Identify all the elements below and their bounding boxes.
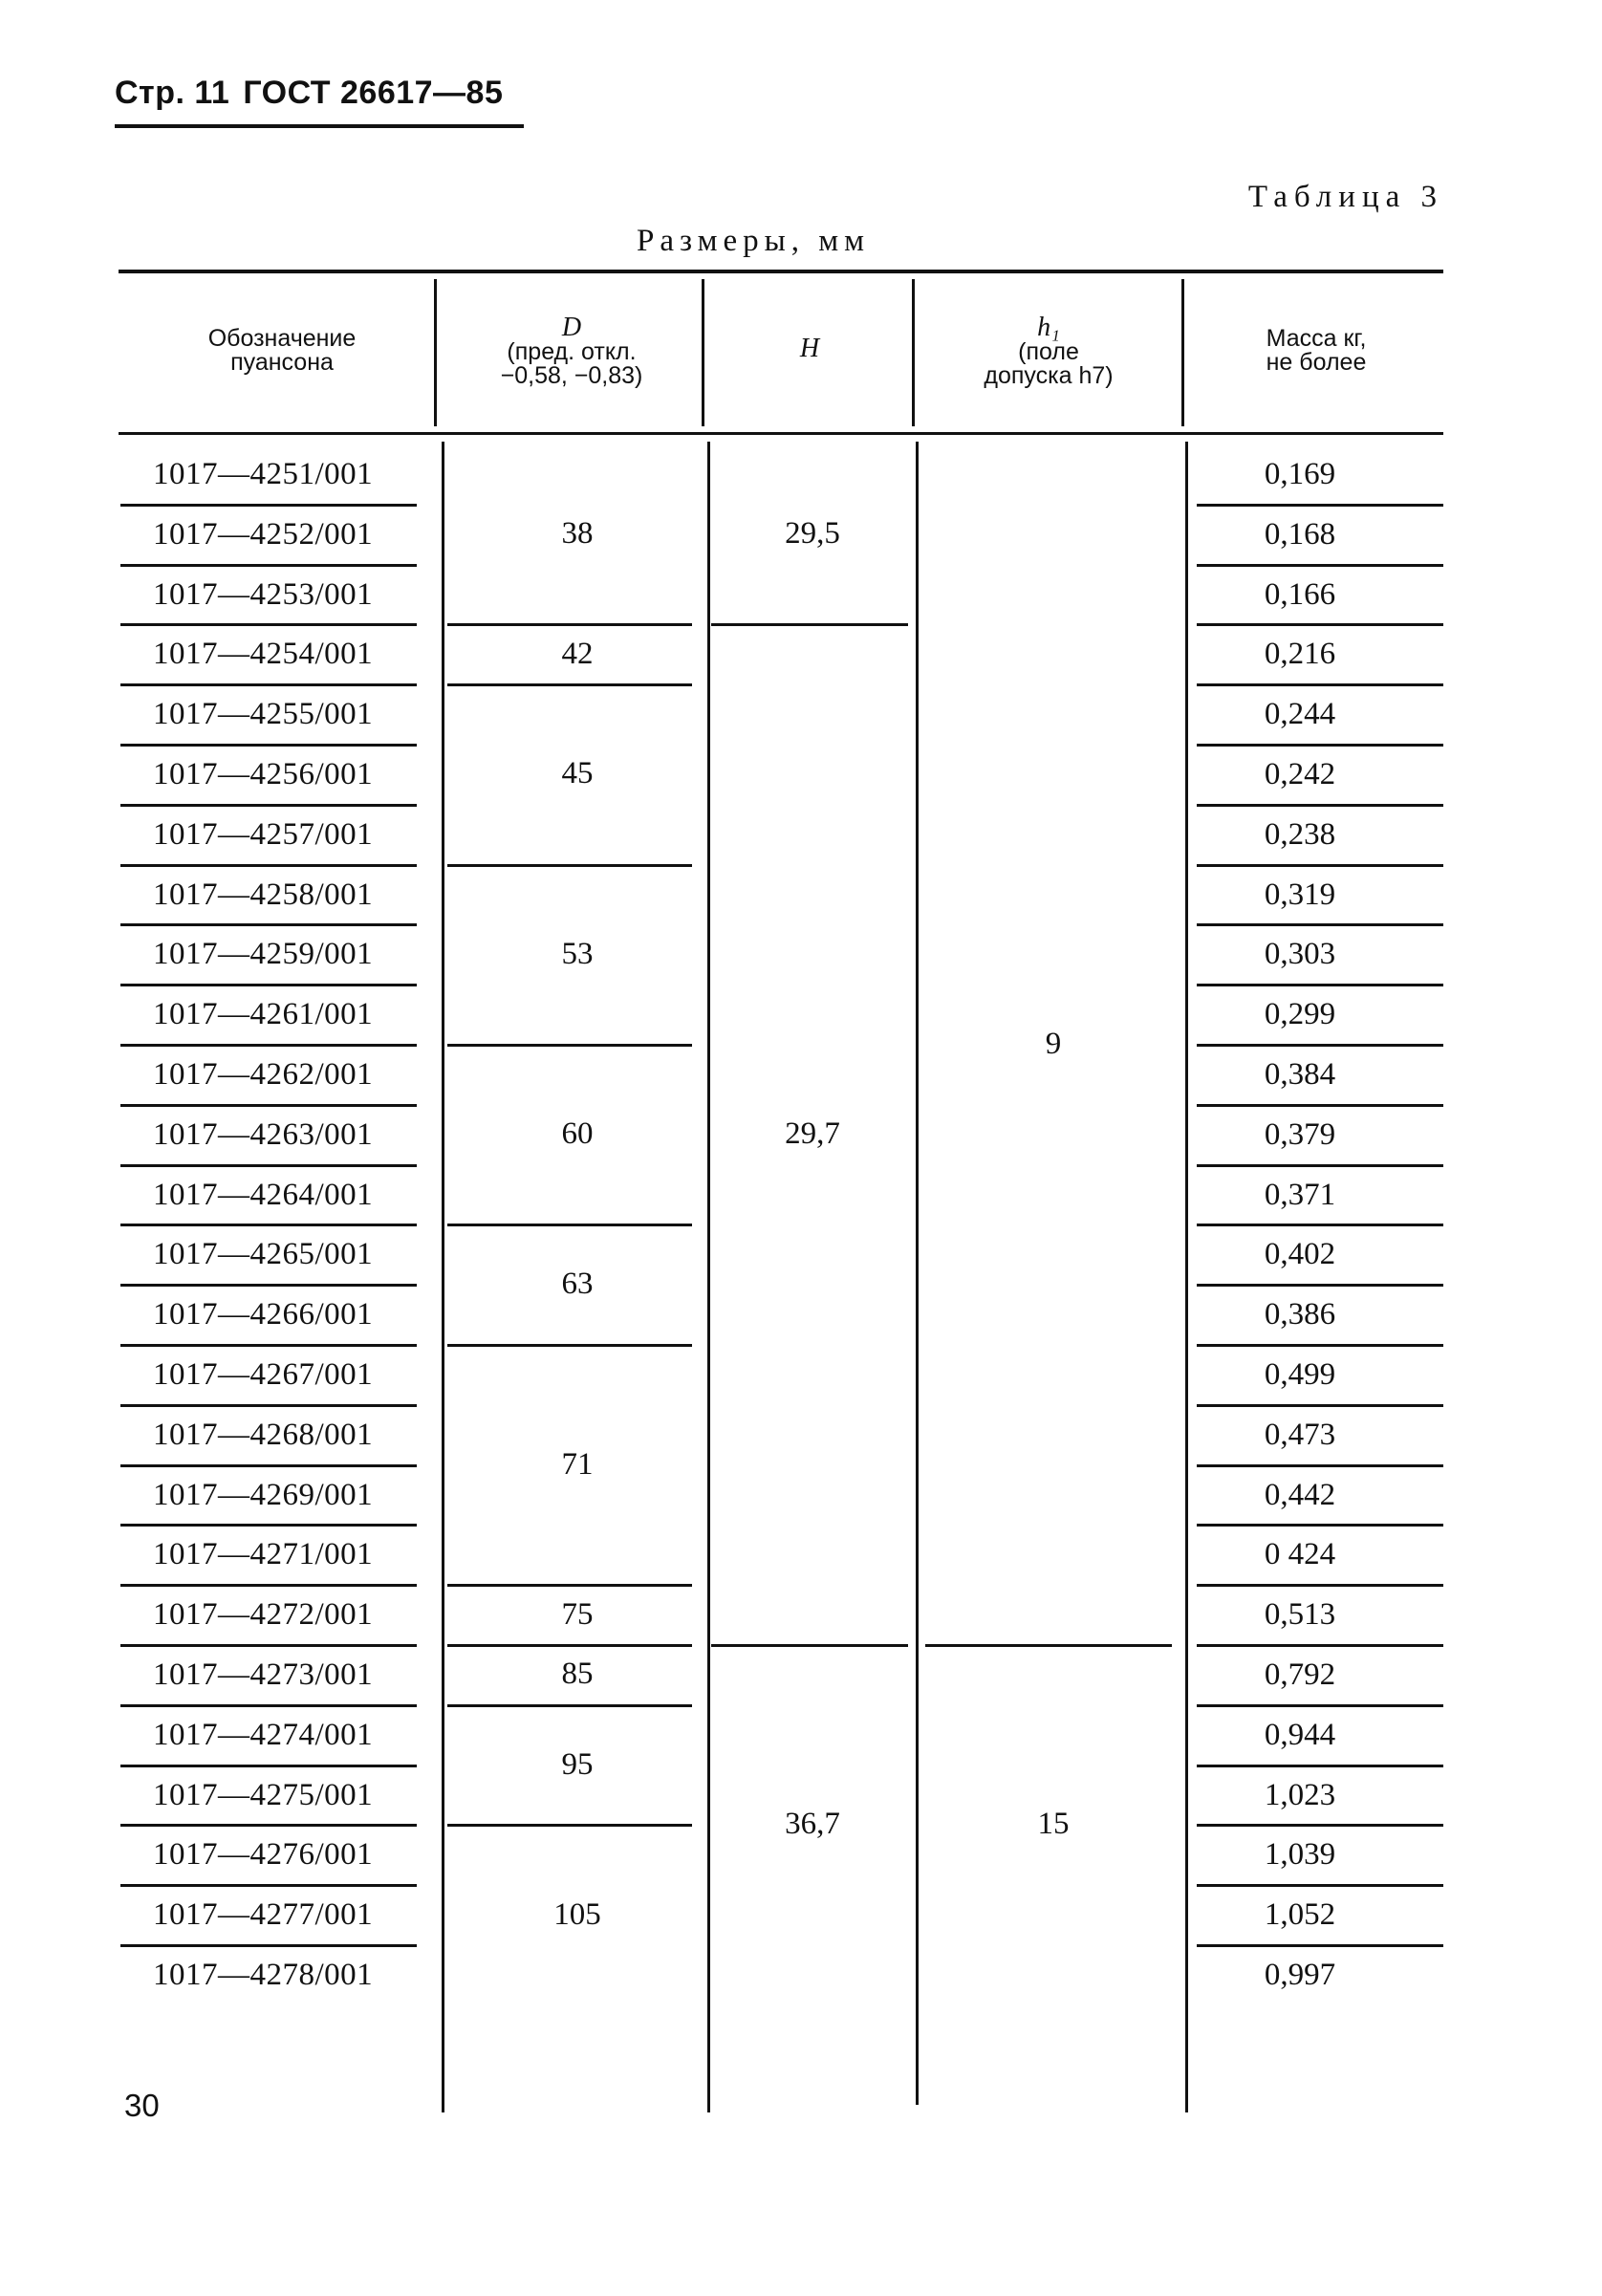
row-code: 1017—4266/001 xyxy=(153,1297,374,1332)
row-mass: 0 424 xyxy=(1264,1537,1336,1572)
d_groups-value: 42 xyxy=(561,636,594,671)
row-rule-designation xyxy=(120,923,417,926)
row-rule-designation xyxy=(120,1284,417,1287)
row-mass: 0,513 xyxy=(1264,1597,1336,1633)
row-code: 1017—4267/001 xyxy=(153,1357,374,1392)
row-mass: 0,386 xyxy=(1264,1297,1336,1332)
d_groups-value: 75 xyxy=(561,1596,594,1632)
row-rule-mass xyxy=(1197,683,1443,686)
h_groups-value: 36,7 xyxy=(785,1807,840,1842)
d_groups-group-rule xyxy=(447,683,692,686)
row-code: 1017—4258/001 xyxy=(153,877,374,912)
row-rule-designation xyxy=(120,864,417,867)
row-rule-designation xyxy=(120,623,417,626)
col-divider-3-body xyxy=(916,442,919,2105)
d_groups-group-rule xyxy=(447,1044,692,1047)
d_groups-value: 95 xyxy=(561,1746,594,1782)
row-mass: 0,244 xyxy=(1264,697,1336,732)
h1_groups-value: 15 xyxy=(1037,1807,1070,1842)
row-rule-mass xyxy=(1197,1884,1443,1887)
row-rule-designation xyxy=(120,1044,417,1047)
row-rule-mass xyxy=(1197,744,1443,747)
row-mass: 0,442 xyxy=(1264,1477,1336,1512)
running-header xyxy=(115,75,503,112)
header-designation: Обозначение пуансона xyxy=(207,325,357,376)
d_groups-group-rule xyxy=(447,1824,692,1827)
row-rule-designation xyxy=(120,1224,417,1226)
row-mass: 0,168 xyxy=(1264,516,1336,552)
row-rule-designation xyxy=(120,1164,417,1167)
header-d: D (пред. откл. −0,58, −0,83) xyxy=(500,313,643,389)
row-code: 1017—4254/001 xyxy=(153,637,374,672)
row-rule-designation xyxy=(120,1404,417,1407)
col-divider-1 xyxy=(434,279,437,426)
row-mass: 0,473 xyxy=(1264,1417,1336,1452)
row-mass: 0,242 xyxy=(1264,757,1336,791)
row-rule-mass xyxy=(1197,923,1443,926)
d_groups-group-rule xyxy=(447,1644,692,1647)
row-rule-designation xyxy=(120,1464,417,1467)
row-mass: 0,371 xyxy=(1264,1177,1336,1212)
row-rule-mass xyxy=(1197,1524,1443,1527)
col-divider-3 xyxy=(912,279,915,426)
row-rule-designation xyxy=(120,1765,417,1767)
d_groups-value: 105 xyxy=(553,1896,601,1932)
row-code: 1017—4259/001 xyxy=(153,937,374,972)
row-rule-mass xyxy=(1197,1284,1443,1287)
row-rule-designation xyxy=(120,1584,417,1587)
row-rule-mass xyxy=(1197,1044,1443,1047)
row-rule-designation xyxy=(120,1104,417,1107)
row-rule-designation xyxy=(120,1644,417,1647)
row-rule-mass xyxy=(1197,1104,1443,1107)
row-code: 1017—4265/001 xyxy=(153,1237,374,1272)
h1_groups-value: 9 xyxy=(1045,1027,1062,1061)
col-divider-2 xyxy=(702,279,704,426)
row-code: 1017—4268/001 xyxy=(153,1417,374,1452)
col-divider-2-body xyxy=(707,442,710,2112)
standard-ref: ГОСТ 26617—85 xyxy=(243,75,504,111)
row-rule-mass xyxy=(1197,1164,1443,1167)
row-mass: 0,499 xyxy=(1264,1357,1336,1392)
row-rule-designation xyxy=(120,804,417,807)
row-code: 1017—4275/001 xyxy=(153,1777,374,1812)
row-rule-mass xyxy=(1197,1344,1443,1347)
row-code: 1017—4263/001 xyxy=(153,1116,374,1152)
d_groups-group-rule xyxy=(447,623,692,626)
row-code: 1017—4257/001 xyxy=(153,816,374,852)
row-mass: 0,166 xyxy=(1264,576,1336,612)
dimensions-label: Размеры, мм xyxy=(637,224,871,258)
row-mass: 0,379 xyxy=(1264,1116,1336,1152)
row-rule-mass xyxy=(1197,1944,1443,1947)
row-mass: 1,052 xyxy=(1264,1897,1336,1933)
header-h: H xyxy=(799,334,820,363)
d_groups-group-rule xyxy=(447,1344,692,1347)
row-rule-designation xyxy=(120,1344,417,1347)
row-mass: 0,216 xyxy=(1264,637,1336,672)
h_groups-group-rule xyxy=(711,1644,908,1647)
row-rule-mass xyxy=(1197,1464,1443,1467)
table-header-bottom-rule xyxy=(119,432,1443,435)
row-mass: 1,023 xyxy=(1264,1777,1336,1812)
d_groups-value: 45 xyxy=(561,756,594,791)
d_groups-value: 38 xyxy=(561,516,594,552)
row-code: 1017—4273/001 xyxy=(153,1657,374,1692)
row-code: 1017—4261/001 xyxy=(153,997,374,1032)
row-rule-designation xyxy=(120,984,417,986)
row-code: 1017—4277/001 xyxy=(153,1897,374,1933)
row-rule-mass xyxy=(1197,623,1443,626)
row-rule-designation xyxy=(120,1824,417,1827)
h_groups-group-rule xyxy=(711,623,908,626)
row-mass: 0,944 xyxy=(1264,1717,1336,1752)
d_groups-group-rule xyxy=(447,1704,692,1707)
page-ref: Стр. 11 xyxy=(115,75,230,111)
row-rule-designation xyxy=(120,1704,417,1707)
row-mass: 0,319 xyxy=(1264,877,1336,912)
row-mass: 1,039 xyxy=(1264,1837,1336,1873)
col-divider-1-body xyxy=(442,442,444,2112)
row-rule-designation xyxy=(120,744,417,747)
row-rule-mass xyxy=(1197,1824,1443,1827)
row-code: 1017—4274/001 xyxy=(153,1717,374,1752)
h_groups-value: 29,7 xyxy=(785,1116,840,1152)
row-code: 1017—4264/001 xyxy=(153,1177,374,1212)
row-rule-designation xyxy=(120,564,417,567)
row-mass: 0,238 xyxy=(1264,816,1336,852)
row-code: 1017—4251/001 xyxy=(153,457,374,491)
row-code: 1017—4255/001 xyxy=(153,697,374,732)
row-code: 1017—4253/001 xyxy=(153,576,374,612)
row-code: 1017—4262/001 xyxy=(153,1057,374,1092)
header-h1: h₁ (поле допуска h7) xyxy=(984,313,1114,389)
header-mass: Масса кг, не более xyxy=(1266,325,1367,376)
header-underline xyxy=(115,124,524,128)
row-rule-designation xyxy=(120,504,417,507)
row-code: 1017—4269/001 xyxy=(153,1477,374,1512)
row-code: 1017—4272/001 xyxy=(153,1597,374,1633)
d_groups-group-rule xyxy=(447,864,692,867)
h_groups-value: 29,5 xyxy=(785,516,840,552)
row-rule-mass xyxy=(1197,1765,1443,1767)
row-rule-designation xyxy=(120,1524,417,1527)
row-rule-designation xyxy=(120,1884,417,1887)
row-rule-mass xyxy=(1197,984,1443,986)
row-code: 1017—4278/001 xyxy=(153,1958,374,1992)
row-rule-mass xyxy=(1197,504,1443,507)
row-code: 1017—4256/001 xyxy=(153,757,374,791)
col-divider-4-body xyxy=(1185,442,1188,2112)
row-mass: 0,402 xyxy=(1264,1237,1336,1272)
d_groups-value: 60 xyxy=(561,1116,594,1152)
page-number: 30 xyxy=(124,2088,160,2123)
row-mass: 0,997 xyxy=(1264,1958,1336,1992)
d_groups-value: 53 xyxy=(561,936,594,971)
row-rule-mass xyxy=(1197,1704,1443,1707)
table-label: Таблица 3 xyxy=(1247,180,1443,214)
d_groups-value: 71 xyxy=(561,1446,594,1482)
row-mass: 0,303 xyxy=(1264,937,1336,972)
h1_groups-group-rule xyxy=(925,1644,1172,1647)
row-rule-designation xyxy=(120,683,417,686)
row-rule-mass xyxy=(1197,1224,1443,1226)
row-rule-mass xyxy=(1197,564,1443,567)
row-rule-mass xyxy=(1197,864,1443,867)
row-mass: 0,299 xyxy=(1264,997,1336,1032)
d_groups-group-rule xyxy=(447,1584,692,1587)
row-code: 1017—4252/001 xyxy=(153,516,374,552)
table-top-rule xyxy=(119,270,1443,273)
row-mass: 0,169 xyxy=(1264,457,1336,491)
row-mass: 0,384 xyxy=(1264,1057,1336,1092)
d_groups-value: 63 xyxy=(561,1267,594,1302)
col-divider-4 xyxy=(1181,279,1184,426)
row-rule-mass xyxy=(1197,1584,1443,1587)
row-rule-mass xyxy=(1197,1644,1443,1647)
row-rule-designation xyxy=(120,1944,417,1947)
row-mass: 0,792 xyxy=(1264,1657,1336,1692)
row-rule-mass xyxy=(1197,1404,1443,1407)
row-code: 1017—4271/001 xyxy=(153,1537,374,1572)
row-rule-mass xyxy=(1197,804,1443,807)
d_groups-value: 85 xyxy=(561,1657,594,1692)
row-code: 1017—4276/001 xyxy=(153,1837,374,1873)
d_groups-group-rule xyxy=(447,1224,692,1226)
